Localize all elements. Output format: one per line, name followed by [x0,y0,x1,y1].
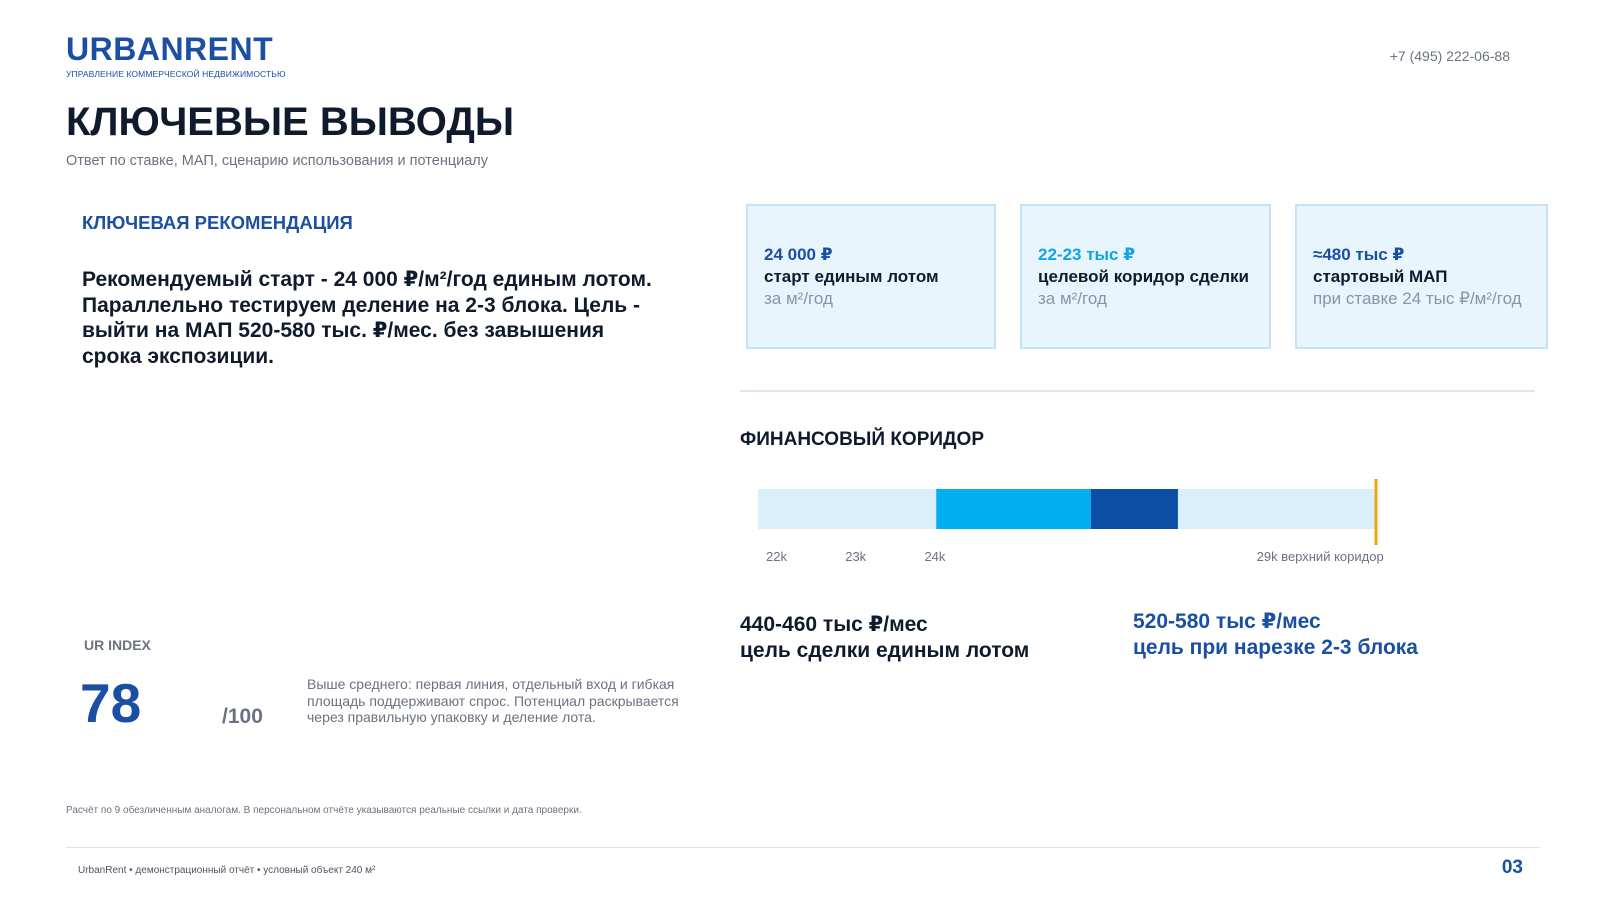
ur-index-max: /100 [222,705,263,728]
target-split-blocks [1133,609,1418,661]
brand-tagline: УПРАВЛЕНИЕ КОММЕРЧЕСКОЙ НЕДВИЖИМОСТЬЮ [66,69,286,79]
target-value: 520-580 тыс ₽/мес [1133,610,1321,633]
ur-index-description: Выше среднего: первая линия, отдельный вход и гибкая площадь поддерживают спрос. Потенциал раскрывается через правильную упаковку и деление лота. [307,676,679,725]
phone-number: +7 (495) 222-06-88 [1389,48,1510,64]
target-label: цель при нарезке 2-3 блока [1133,636,1418,659]
brand-logo: URBANRENT [66,31,274,67]
page-title: КЛЮЧЕВЫЕ ВЫВОДЫ [66,100,515,144]
corridor-tick-label: 23k [845,549,867,564]
footer-divider [66,847,1540,848]
corridor-chart [740,465,1480,565]
kpi-label: стартовый МАП [1313,266,1448,286]
recommendation-heading: КЛЮЧЕВАЯ РЕКОМЕНДАЦИЯ [82,212,353,233]
ur-index-label: UR INDEX [84,637,151,653]
kpi-label: целевой коридор сделки [1038,266,1249,286]
kpi-value: 22-23 тыс ₽ [1038,244,1136,264]
footer-text: UrbanRent • демонстрационный отчёт • условный объект 240 м² [78,865,376,876]
target-label: цель сделки единым лотом [740,639,1030,662]
kpi-note: за м²/год [764,288,833,308]
corridor-tick-label: 24k [924,549,946,564]
footnote: Расчёт по 9 обезличенным аналогам. В персональном отчёте указываются реальные ссылки и дата проверки. [66,805,582,816]
corridor-segment-1 [936,489,1091,529]
recommendation-text: Рекомендуемый старт - 24 000 ₽/м²/год единым лотом. Параллельно тестируем деление на 2-3 блока. Цель - выйти на МАП 520-580 тыс. ₽/мес. без завышения срока экспозиции. [82,268,652,368]
kpi-note: за м²/год [1038,288,1107,308]
corridor-upper-marker [1375,479,1378,545]
corridor-tick-label: 22k [766,549,787,564]
target-single-lot [740,612,1029,664]
kpi-label: старт единым лотом [764,266,939,286]
kpi-value: ≈480 тыс ₽ [1313,244,1405,264]
target-value: 440-460 тыс ₽/мес [740,613,928,636]
ur-index-value: 78 [80,672,142,734]
kpi-card-start-rate [746,204,996,349]
corridor-title: ФИНАНСОВЫЙ КОРИДОР [740,429,985,450]
kpi-card-start-map [1295,204,1548,349]
kpi-note: при ставке 24 тыс ₽/м²/год [1313,288,1522,308]
page-subtitle: Ответ по ставке, МАП, сценарию использования и потенциалу [66,153,489,169]
section-divider [740,390,1535,392]
kpi-card-target-corridor [1020,204,1271,349]
page-number: 03 [1501,857,1523,878]
corridor-segment-2 [1091,489,1178,529]
corridor-tick-label: 29k верхний коридор [1256,549,1384,564]
kpi-value: 24 000 ₽ [764,244,833,264]
